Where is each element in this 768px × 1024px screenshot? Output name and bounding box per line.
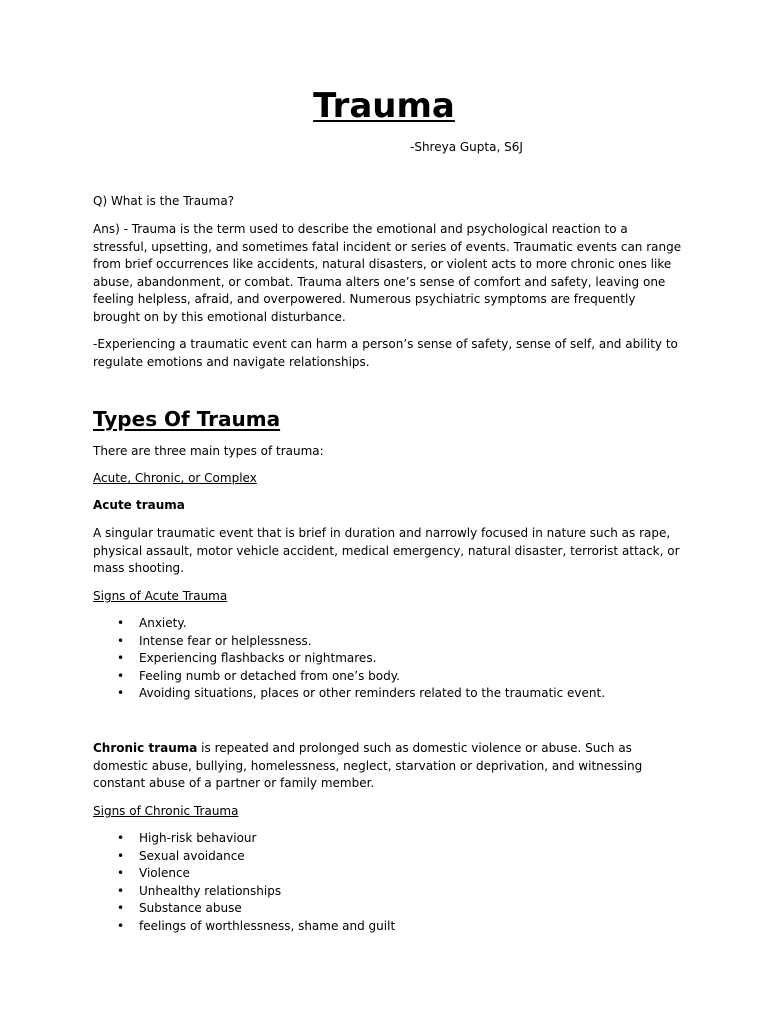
list-item: • Substance abuse — [93, 900, 683, 918]
list-item: • feelings of worthlessness, shame and guilt — [93, 918, 683, 936]
list-item: • Unhealthy relationships — [93, 883, 683, 901]
bullet-icon: • — [117, 883, 125, 898]
list-item: • Anxiety. — [93, 615, 683, 633]
bullet-icon: • — [117, 668, 125, 683]
types-heading: Types Of Trauma — [93, 407, 281, 431]
types-list: Acute, Chronic, or Complex — [93, 471, 257, 485]
list-item: • Feeling numb or detached from one’s body. — [93, 668, 683, 686]
answer-paragraph: Ans) - Trauma is the term used to describe the emotional and psychological reaction to a stressful, upsetting, and sometimes fatal incident or series of events. Traumatic events can range from brief occurrences like accidents, natural disasters, or violent acts to more chronic ones like abuse, abandonment, or combat. Trauma alters one’s sense of comfort and safety, leaving one feeling helpless, afraid, and overpowered. Numerous psychiatric symptoms are frequently brought on by this emotional disturbance. — [93, 222, 682, 324]
chronic-paragraph — [93, 740, 683, 793]
chronic-description: is repeated and prolonged such as domestic violence or abuse. Such as domestic abuse, bullying, homelessness, neglect, starvation or deprivation, and witnessing constant abuse of a partner or family member. — [93, 741, 643, 791]
bullet-icon: • — [117, 901, 125, 916]
chronic-term: Chronic trauma — [93, 741, 198, 755]
bullet-icon: • — [117, 686, 125, 701]
bullet-icon: • — [117, 633, 125, 648]
list-item: • Intense fear or helplessness. — [93, 633, 683, 651]
author-line: -Shreya Gupta, S6J — [410, 140, 523, 154]
bullet-icon: • — [117, 866, 125, 881]
list-item: • Avoiding situations, places or other reminders related to the traumatic event. — [93, 685, 683, 703]
types-intro: There are three main types of trauma: — [93, 444, 324, 458]
bullet-icon: • — [117, 848, 125, 863]
question: Q) What is the Trauma? — [93, 194, 235, 208]
document-title: Trauma — [313, 86, 455, 126]
acute-heading: Acute trauma — [93, 498, 185, 512]
chronic-signs-list — [93, 830, 683, 936]
bullet-icon: • — [117, 918, 125, 933]
acute-signs-list — [93, 615, 683, 703]
acute-signs-heading: Signs of Acute Trauma — [93, 589, 228, 603]
list-item: • Experiencing flashbacks or nightmares. — [93, 650, 683, 668]
acute-description: A singular traumatic event that is brief in duration and narrowly focused in nature such as rape, physical assault, motor vehicle accident, medical emergency, natural disaster, terrorist attack, or mass shooting. — [93, 526, 680, 576]
bullet-icon: • — [117, 616, 125, 630]
list-item: • Violence — [93, 865, 683, 883]
chronic-signs-heading: Signs of Chronic Trauma — [93, 804, 239, 818]
list-item: • High-risk behaviour — [93, 830, 683, 848]
bullet-icon: • — [117, 651, 125, 666]
list-item: • Sexual avoidance — [93, 848, 683, 866]
bullet-icon: • — [117, 831, 125, 845]
answer-note: -Experiencing a traumatic event can harm a person’s sense of safety, sense of self, and ability to regulate emotions and navigate relationships. — [93, 337, 678, 369]
